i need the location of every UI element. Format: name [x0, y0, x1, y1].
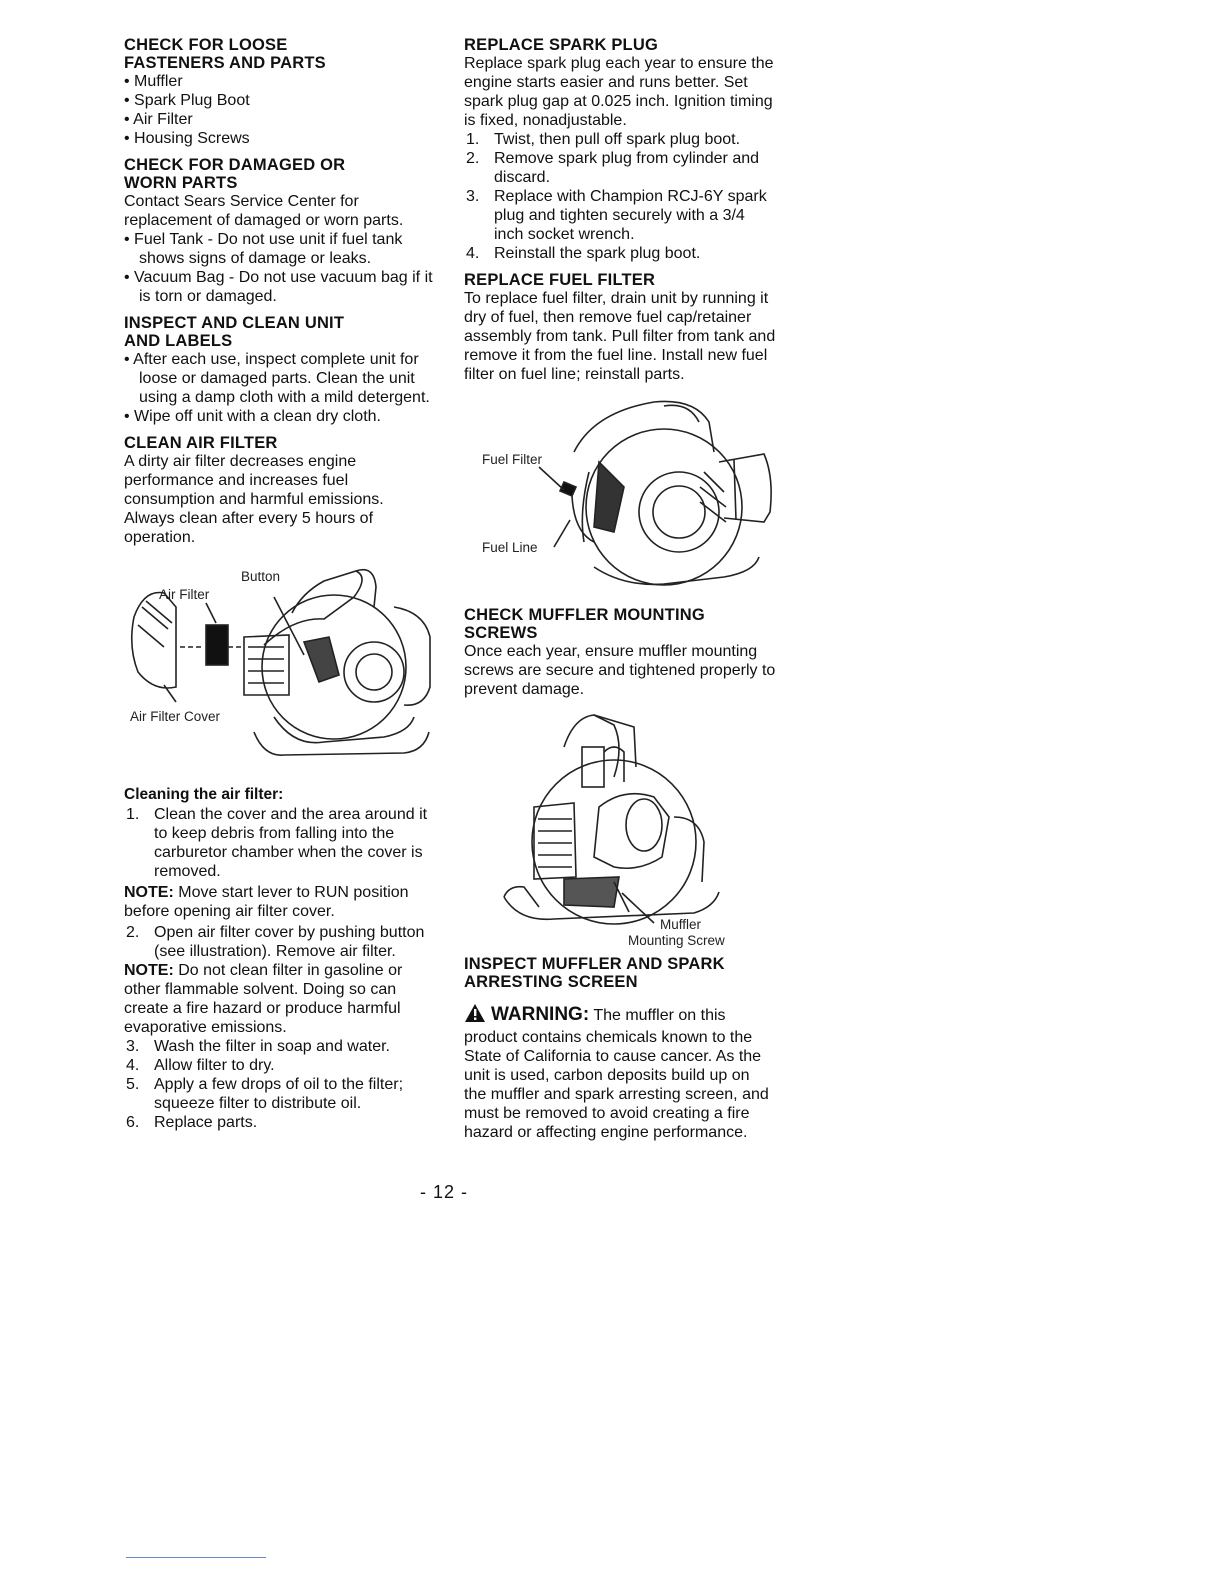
warning-triangle-icon [464, 1003, 486, 1028]
warning-label: WARNING: [491, 1004, 590, 1025]
list-item: 3. Wash the filter in soap and water. [126, 1038, 390, 1055]
blower-fuel-filter-drawing [464, 392, 776, 592]
section-fuel-filter [464, 271, 776, 384]
heading-inspect-clean: INSPECT AND CLEAN UNIT AND LABELS [124, 314, 345, 350]
cleaning-steps-a [124, 805, 436, 881]
heading-fuel-filter: REPLACE FUEL FILTER [464, 271, 656, 289]
air-filter-body: A dirty air filter decreases engine performance and increases fuel consumption and harmful emissions. Always clean after every 5 hours of operation. [124, 453, 384, 546]
damaged-body: Contact Sears Service Center for replacement of damaged or worn parts. [124, 193, 404, 229]
list-item: • Housing Screws [124, 130, 250, 147]
list-item: • Wipe off unit with a clean dry cloth. [124, 408, 381, 425]
blower-muffler-drawing [464, 707, 776, 943]
cleaning-steps-b [124, 923, 436, 961]
heading-clean-air-filter: CLEAN AIR FILTER [124, 434, 278, 452]
list-item: • After each use, inspect complete unit for loose or damaged parts. Clean the unit using a damp cloth with a mild detergent. [124, 351, 430, 406]
muffler-body: Once each year, ensure muffler mounting screws are secure and tightened properly to prevent damage. [464, 643, 776, 698]
label-mounting-screw: Mounting Screw [628, 933, 725, 948]
list-item: 1. Twist, then pull off spark plug boot. [466, 131, 741, 148]
list-item: • Spark Plug Boot [124, 92, 250, 109]
inspect-list [124, 350, 436, 426]
label-fuel-line: Fuel Line [482, 540, 538, 555]
label-air-filter: Air Filter [159, 587, 210, 602]
fasteners-list [124, 72, 436, 148]
list-item: 1. Clean the cover and the area around it to keep debris from falling into the carburetor chamber when the cover is removed. [126, 806, 428, 880]
list-item: 2. Remove spark plug from cylinder and discard. [466, 150, 760, 186]
fuel-filter-body: To replace fuel filter, drain unit by running it dry of fuel, then remove fuel cap/retainer assembly from tank. Pull filter from tank and remove it from the fuel line. Install new fuel filter on fuel line; reinstall parts. [464, 290, 776, 383]
label-muffler: Muffler [660, 917, 702, 932]
section-inspect-clean [124, 314, 436, 426]
list-item: 2. Open air filter cover by pushing button (see illustration). Remove air filter. [126, 924, 425, 960]
section-muffler-screws [464, 606, 776, 699]
list-item: 4. Reinstall the spark plug boot. [466, 245, 701, 262]
list-item: 4. Allow filter to dry. [126, 1057, 275, 1074]
section-cleaning-steps [124, 785, 436, 1132]
list-item: 5. Apply a few drops of oil to the filter; squeeze filter to distribute oil. [126, 1076, 404, 1112]
right-column [464, 36, 776, 1150]
list-item: 6. Replace parts. [126, 1114, 258, 1131]
section-damaged-parts [124, 156, 436, 306]
list-item: • Air Filter [124, 111, 193, 128]
left-column [124, 36, 436, 1140]
section-spark-screen [464, 955, 776, 1142]
spark-plug-steps [464, 130, 776, 263]
section-spark-plug [464, 36, 776, 263]
heading-spark-plug: REPLACE SPARK PLUG [464, 36, 658, 54]
spark-plug-body: Replace spark plug each year to ensure the engine starts easier and runs better. Set spark plug gap at 0.025 inch. Ignition timing is fixed, nonadjustable. [464, 55, 774, 129]
section-check-fasteners [124, 36, 436, 148]
note-flammable: NOTE: Do not clean filter in gasoline or other flammable solvent. Doing so can create a fire hazard or produce harmful evaporative emissions. [124, 962, 403, 1036]
cleaning-steps-c [124, 1037, 436, 1132]
heading-muffler-screws: CHECK MUFFLER MOUNTING SCREWS [464, 606, 705, 642]
label-air-filter-cover: Air Filter Cover [130, 709, 221, 724]
list-item: 3. Replace with Champion RCJ-6Y spark plug and tighten securely with a 3/4 inch socket wrench. [466, 188, 767, 243]
list-item: • Muffler [124, 73, 183, 90]
fuel-filter-illustration [464, 392, 776, 592]
heading-cleaning-air-filter: Cleaning the air filter: [124, 786, 284, 803]
heading-spark-screen: INSPECT MUFFLER AND SPARK ARRESTING SCREEN [464, 955, 725, 991]
label-button: Button [241, 569, 281, 584]
list-item: • Fuel Tank - Do not use unit if fuel tank shows signs of damage or leaks. [124, 231, 403, 267]
warning-paragraph [464, 1003, 776, 1142]
heading-check-fasteners: CHECK FOR LOOSE FASTENERS AND PARTS [124, 36, 326, 72]
air-filter-illustration [124, 567, 436, 777]
list-item: • Vacuum Bag - Do not use vacuum bag if it is torn or damaged. [124, 269, 433, 305]
heading-damaged-parts: CHECK FOR DAMAGED OR WORN PARTS [124, 156, 346, 192]
page-number: - 12 - [419, 1182, 468, 1202]
muffler-illustration [464, 707, 776, 955]
damaged-list [124, 230, 436, 306]
note-start-lever: NOTE: Move start lever to RUN position before opening air filter cover. [124, 884, 409, 920]
label-fuel-filter: Fuel Filter [482, 452, 543, 467]
footer-rule [126, 1557, 266, 1558]
warning-text: The muffler on this product contains chemicals known to the State of California to cause cancer. As the unit is used, carbon deposits build up on the muffler and spark arresting screen, and must be removed to avoid creating a fire hazard or affecting engine performance. [464, 1007, 769, 1141]
section-clean-air-filter [124, 434, 436, 547]
